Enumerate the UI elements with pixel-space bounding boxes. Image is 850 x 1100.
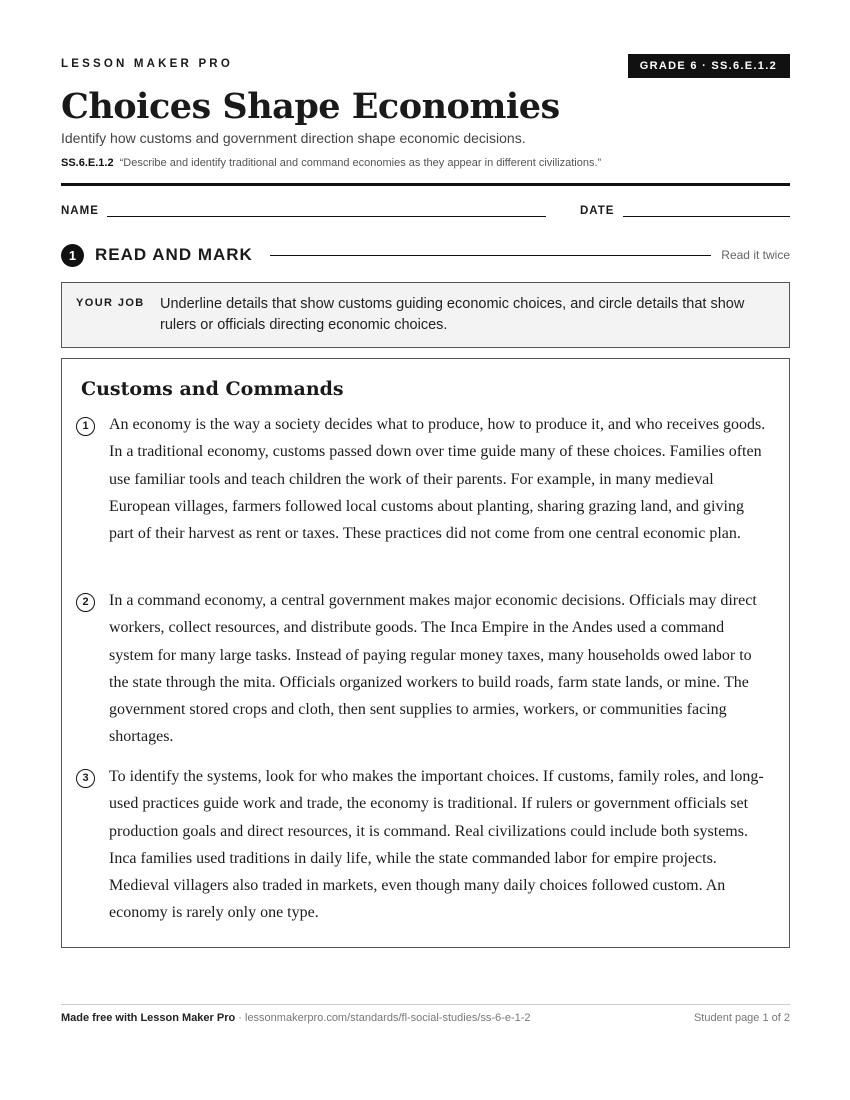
instructions-text: Underline details that show customs guiding economic choices, and circle details that show rulers or officials directing economic choices. (160, 296, 745, 333)
paragraph-text: To identify the systems, look for who makes the important choices. If customs, family roles, and long-used practices guide work and trade, the economy is traditional. If rulers or government officials set production goals and direct resources, it is command. Real civilizations could include both systems. Inca families used traditions in daily life, while the state commanded labor for empire projects. Medieval villagers also traded in markets, even though many daily choices followed custom. An economy is rarely only one type. (109, 768, 764, 922)
section-hint: Read it twice (721, 248, 790, 262)
section-number-badge: 1 (61, 244, 84, 267)
instructions-label: YOUR JOB (76, 297, 145, 309)
date-field[interactable] (623, 216, 790, 217)
reading-passage (61, 358, 790, 948)
name-date-row (61, 205, 790, 221)
footer-divider (61, 1004, 790, 1005)
footer-url[interactable]: lessonmakerpro.com/standards/fl-social-studies/ss-6-e-1-2 (245, 1012, 531, 1024)
section-divider (270, 255, 711, 256)
header-divider (61, 183, 790, 186)
footer-credit (61, 1012, 531, 1024)
date-label: DATE (580, 205, 615, 217)
paragraph-text: In a command economy, a central government makes major economic decisions. Officials may direct workers, collect resources, and distribute goods. The Inca Empire in the Andes used a command system for many large tasks. Instead of paying regular money taxes, many households owed labor to the state through the mita. Officials organized workers to build roads, farm state lands, or mine. The government stored crops and cloth, then sent supplies to armies, workers, or communities facing shortages. (109, 592, 757, 746)
section-header (61, 243, 790, 269)
name-field[interactable] (107, 216, 546, 217)
standard-line (61, 157, 601, 169)
grade-badge: GRADE 6 · SS.6.E.1.2 (628, 54, 790, 78)
page-title: Choices Shape Economies (61, 86, 560, 127)
brand-name: LESSON MAKER PRO (61, 58, 233, 70)
standard-code: SS.6.E.1.2 (61, 157, 114, 169)
name-label: NAME (61, 205, 99, 217)
section-title: READ AND MARK (95, 245, 253, 264)
footer-separator: · (235, 1012, 245, 1024)
standard-text: “Describe and identify traditional and command economies as they appear in different civilizations.” (119, 157, 602, 169)
paragraph-number: 1 (76, 417, 95, 436)
page-subtitle: Identify how customs and government direction shape economic decisions. (61, 130, 526, 146)
page-number: Student page 1 of 2 (693, 1012, 790, 1024)
instructions-box (61, 282, 790, 348)
paragraph-text: An economy is the way a society decides what to produce, how to produce it, and who receives goods. In a traditional economy, customs passed down over time guide many of these choices. Families often use familiar tools and teach children the work of their parents. For example, in many medieval European villages, farmers followed local customs about planting, sharing grazing land, and giving part of their harvest as rent or taxes. These practices did not come from one central economic plan. (109, 416, 766, 543)
paragraph-number: 3 (76, 769, 95, 788)
passage-title: Customs and Commands (81, 378, 344, 400)
footer-made-by: Made free with Lesson Maker Pro (61, 1012, 236, 1024)
paragraph-number: 2 (76, 593, 95, 612)
